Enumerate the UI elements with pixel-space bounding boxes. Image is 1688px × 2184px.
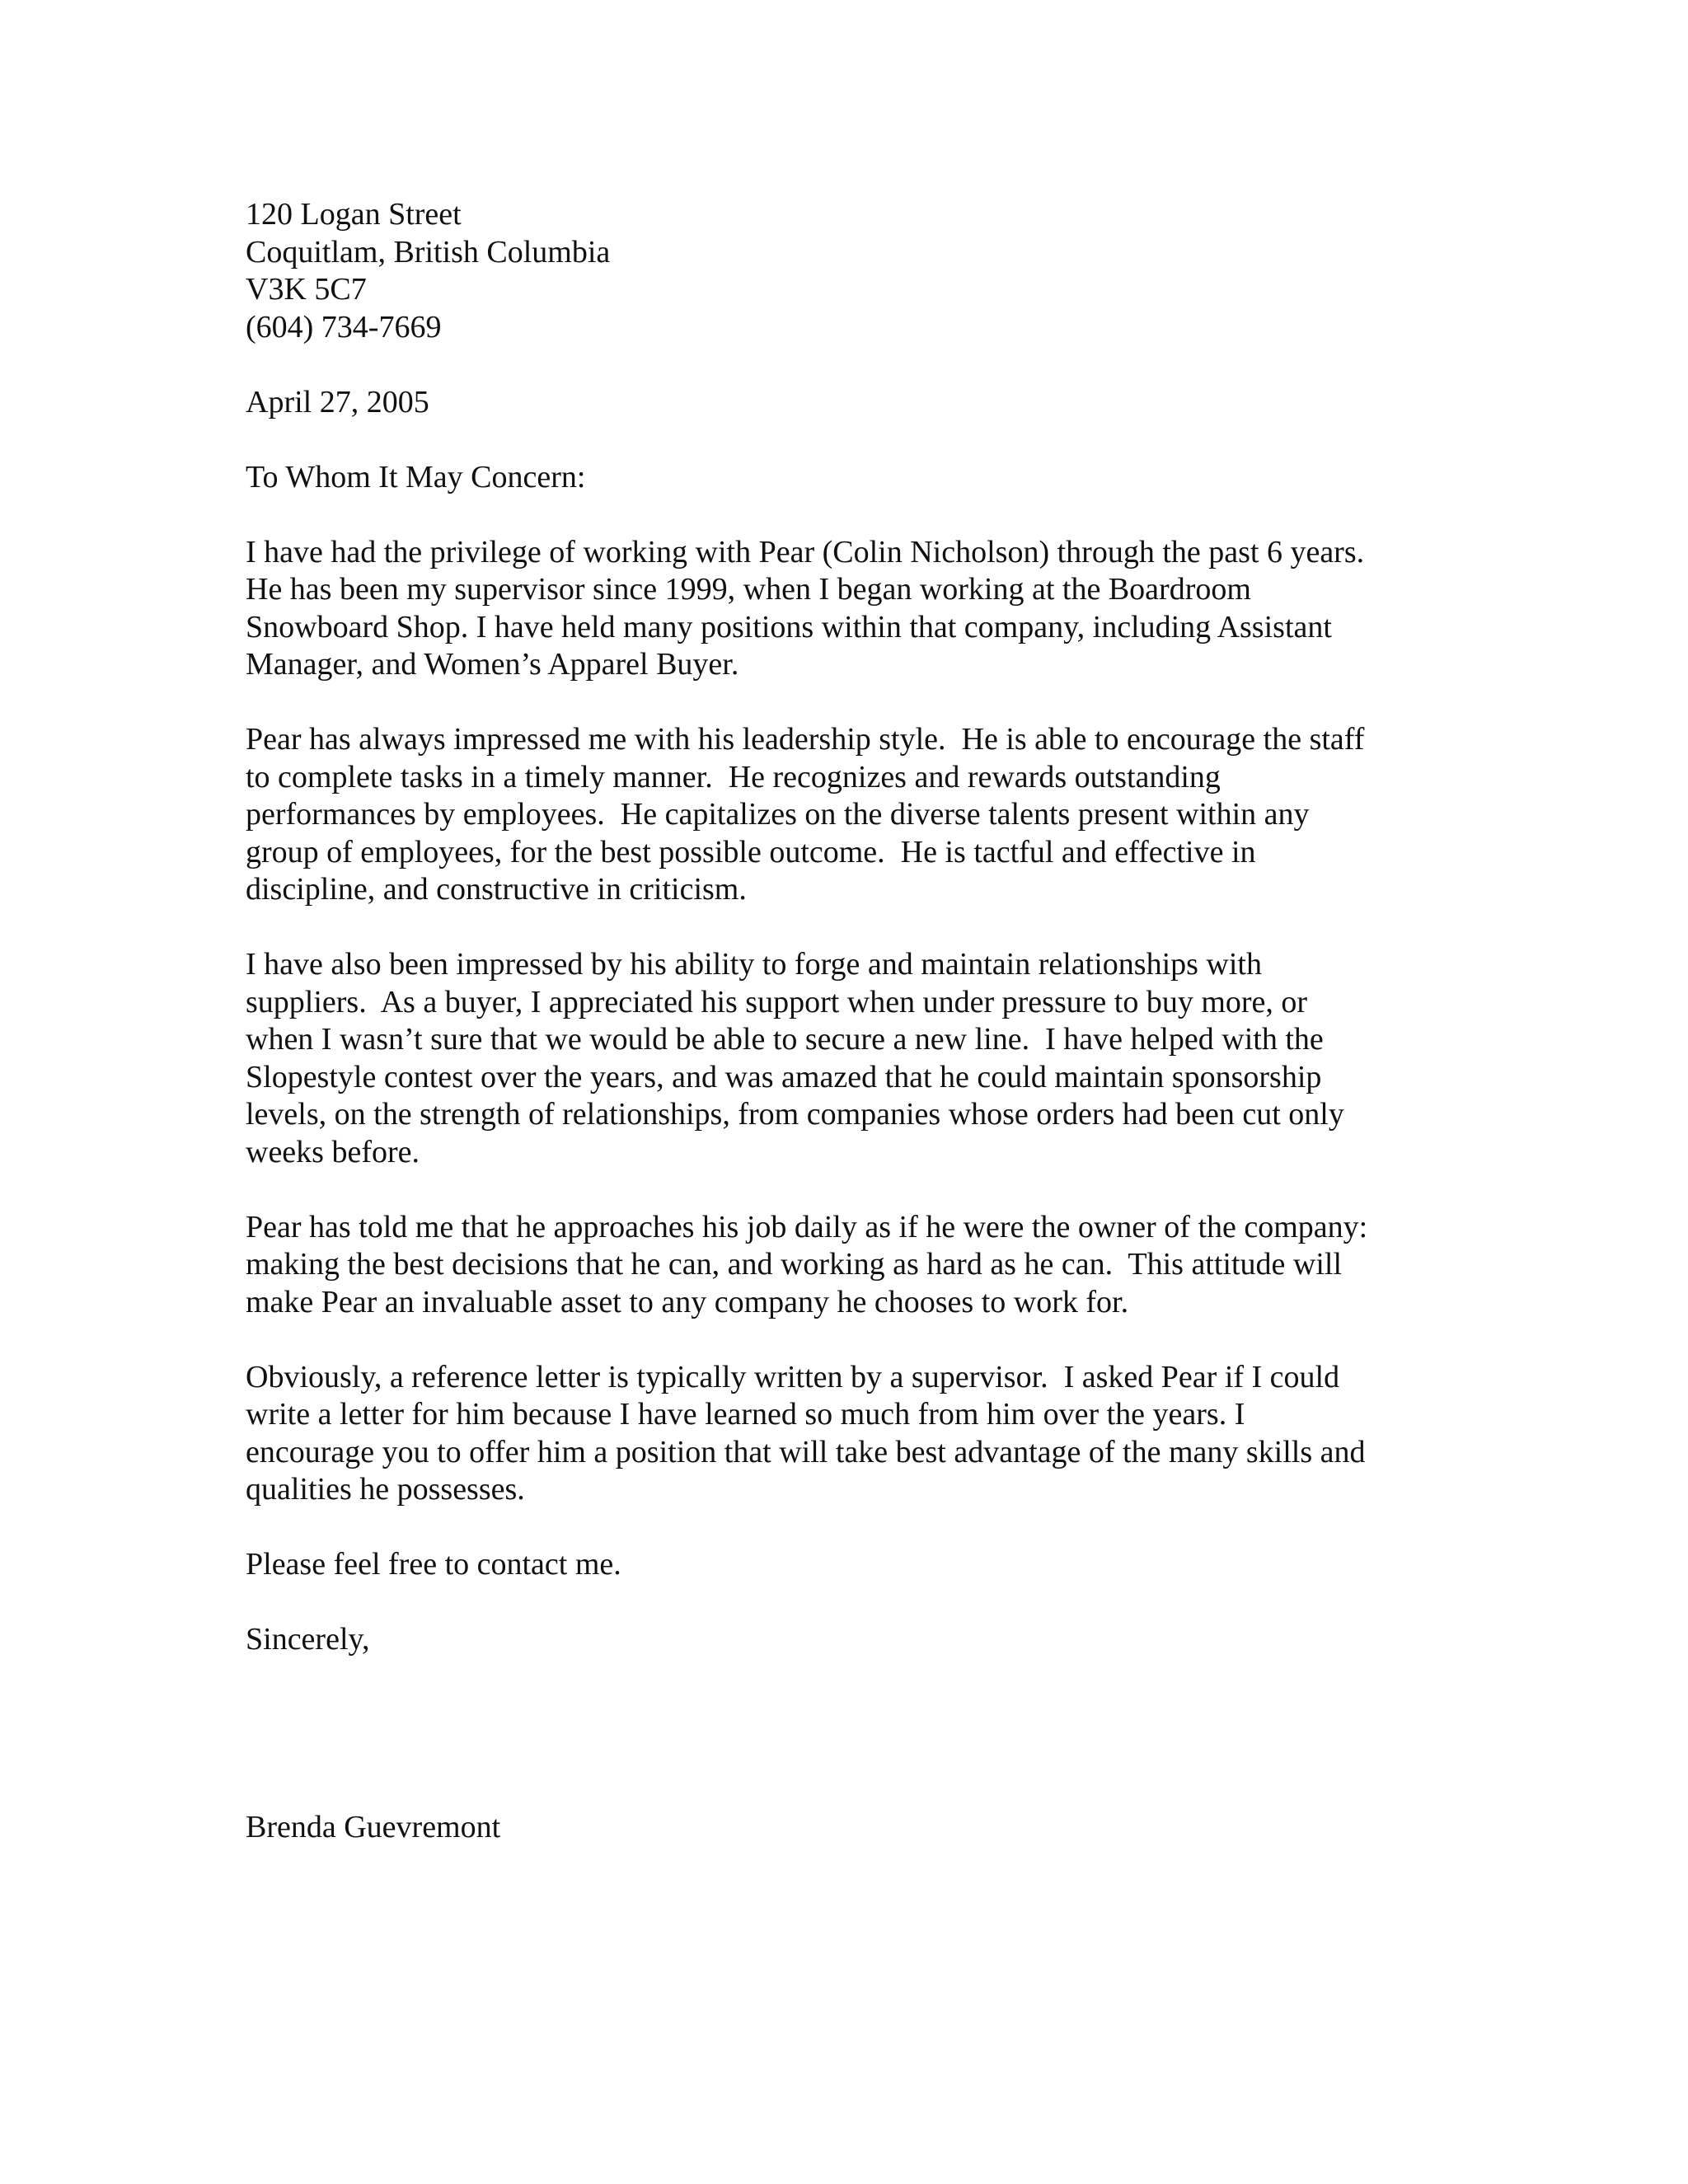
signature-space bbox=[246, 1659, 1449, 1809]
paragraph-line: when I wasn’t sure that we would be able to secure a new line. I have helped with the bbox=[246, 1022, 1324, 1057]
paragraph-line: Snowboard Shop. I have held many positions within that company, including Assistant bbox=[246, 609, 1332, 644]
paragraph-line: group of employees, for the best possible outcome. He is tactful and effective in bbox=[246, 834, 1256, 869]
paragraph-6 bbox=[246, 1546, 1449, 1584]
spacer bbox=[246, 1321, 1449, 1359]
paragraph-line: encourage you to offer him a position that will take best advantage of the many skills and bbox=[246, 1434, 1366, 1469]
salutation: To Whom It May Concern: bbox=[246, 459, 586, 494]
address-street: 120 Logan Street bbox=[246, 197, 462, 232]
paragraph-line: discipline, and constructive in criticism. bbox=[246, 872, 747, 907]
spacer bbox=[246, 1584, 1449, 1622]
paragraph-line: to complete tasks in a timely manner. He recognizes and rewards outstanding bbox=[246, 759, 1221, 794]
spacer bbox=[246, 346, 1449, 384]
spacer bbox=[246, 1171, 1449, 1209]
address-postal-code: V3K 5C7 bbox=[246, 272, 367, 307]
closing: Sincerely, bbox=[246, 1622, 370, 1657]
paragraph-3 bbox=[246, 946, 1449, 1171]
spacer bbox=[246, 421, 1449, 459]
paragraph-line: weeks before. bbox=[246, 1134, 420, 1169]
spacer bbox=[246, 909, 1449, 947]
paragraph-line: I have also been impressed by his ability to forge and maintain relationships with bbox=[246, 947, 1262, 982]
paragraph-line: Obviously, a reference letter is typically written by a supervisor. I asked Pear if I could bbox=[246, 1359, 1340, 1394]
paragraph-line: write a letter for him because I have learned so much from him over the years. I bbox=[246, 1397, 1245, 1432]
paragraph-line: Slopestyle contest over the years, and was amazed that he could maintain sponsorship bbox=[246, 1059, 1322, 1094]
spacer bbox=[246, 496, 1449, 534]
paragraph-5 bbox=[246, 1359, 1449, 1509]
paragraph-line: Manager, and Women’s Apparel Buyer. bbox=[246, 647, 739, 682]
paragraph-4 bbox=[246, 1209, 1449, 1322]
spacer bbox=[246, 1509, 1449, 1547]
letter-body bbox=[246, 196, 1449, 1846]
paragraph-1 bbox=[246, 534, 1449, 684]
sender-address bbox=[246, 196, 1449, 346]
paragraph-line: Pear has told me that he approaches his job daily as if he were the owner of the company: bbox=[246, 1209, 1368, 1244]
paragraph-line: performances by employees. He capitalizes on the diverse talents present within any bbox=[246, 797, 1310, 832]
address-city-province: Coquitlam, British Columbia bbox=[246, 234, 611, 269]
paragraph-line: making the best decisions that he can, and working as hard as he can. This attitude will bbox=[246, 1247, 1343, 1282]
paragraph-line: Pear has always impressed me with his leadership style. He is able to encourage the staff bbox=[246, 722, 1365, 757]
signature-name: Brenda Guevremont bbox=[246, 1809, 501, 1844]
paragraph-2 bbox=[246, 721, 1449, 909]
address-phone: (604) 734-7669 bbox=[246, 309, 442, 344]
letter-date: April 27, 2005 bbox=[246, 384, 429, 419]
paragraph-line: Please feel free to contact me. bbox=[246, 1547, 621, 1582]
paragraph-line: I have had the privilege of working with Pear (Colin Nicholson) through the past 6 years. bbox=[246, 534, 1365, 569]
paragraph-line: levels, on the strength of relationships, from companies whose orders had been cut only bbox=[246, 1097, 1344, 1132]
paragraph-line: qualities he possesses. bbox=[246, 1472, 525, 1507]
paragraph-line: suppliers. As a buyer, I appreciated his support when under pressure to buy more, or bbox=[246, 984, 1308, 1019]
paragraph-line: make Pear an invaluable asset to any company he chooses to work for. bbox=[246, 1284, 1129, 1319]
spacer bbox=[246, 684, 1449, 722]
paragraph-line: He has been my supervisor since 1999, when I began working at the Boardroom bbox=[246, 572, 1251, 607]
